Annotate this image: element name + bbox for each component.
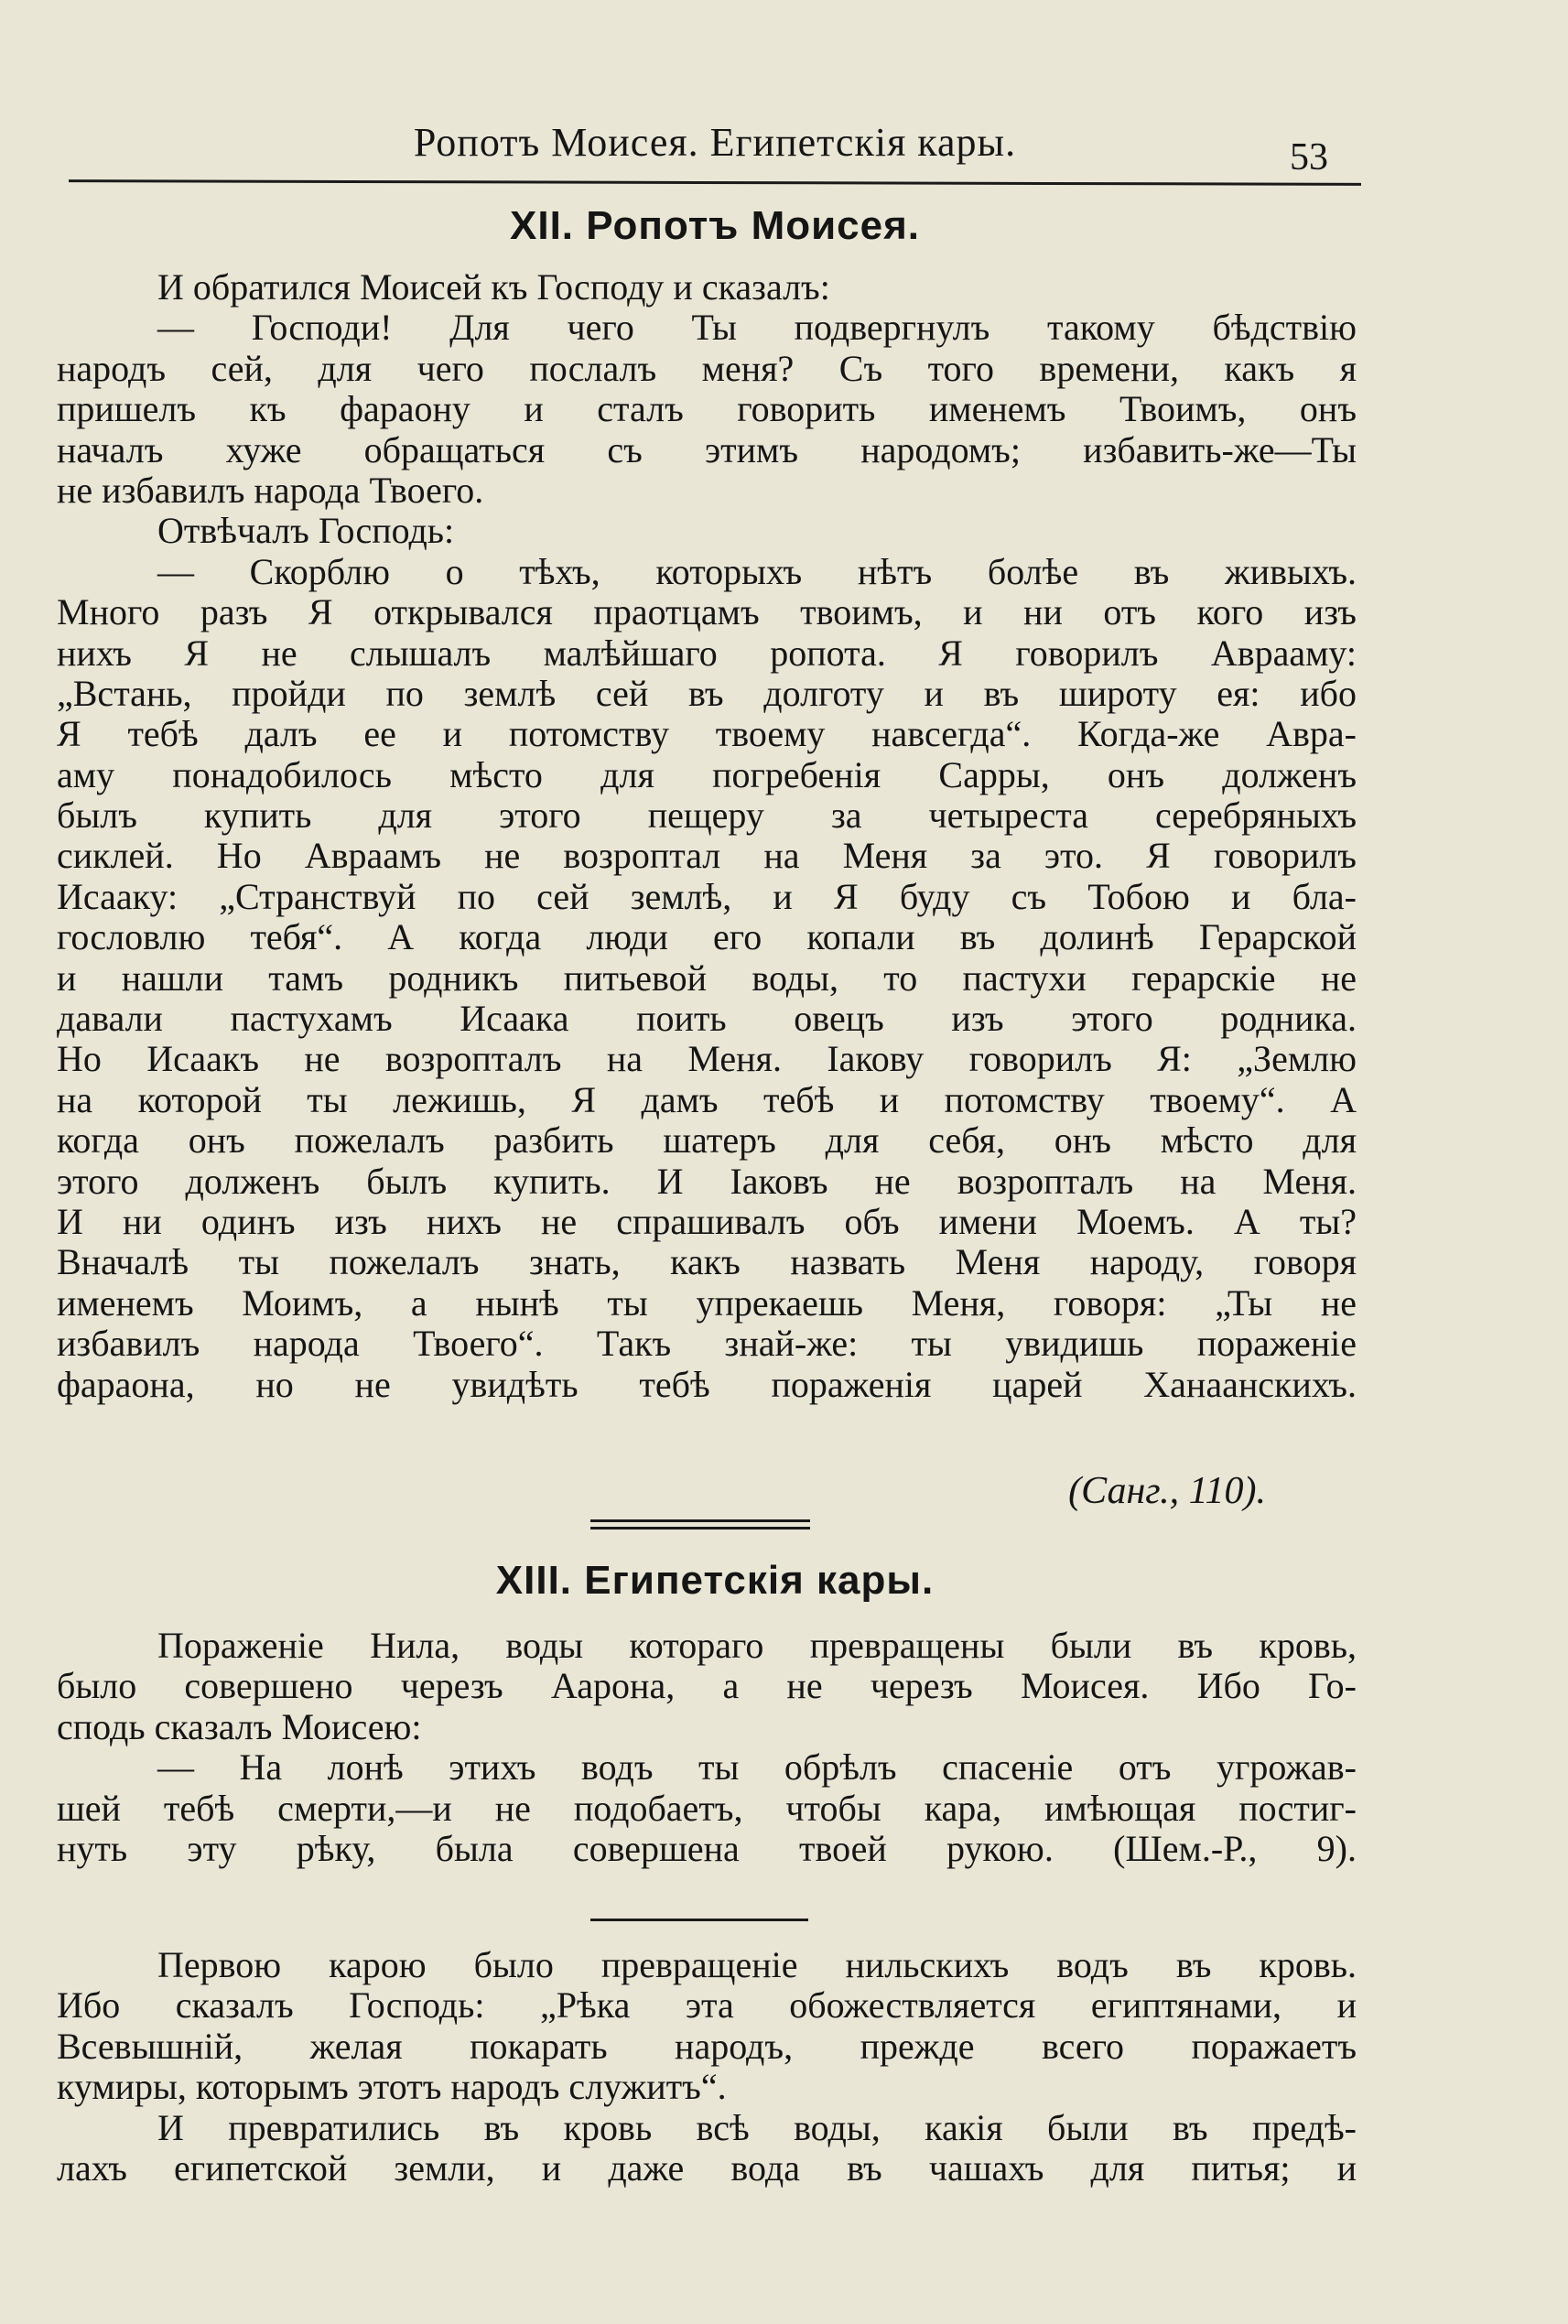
single-rule-divider: [590, 1919, 808, 1921]
text-line: Отвѣчалъ Господь:: [157, 510, 455, 552]
text-line: народъ сей, для чего послалъ меня? Съ того времени, какъ я: [57, 347, 1357, 389]
text-line: не избавилъ народа Твоего.: [57, 469, 484, 511]
text-line: Я тебѣ далъ ее и потомству твоему навсегда“. Когда-же Авра-: [57, 713, 1357, 755]
text-line: Много разъ Я открывался праотцамъ твоимъ, и ни отъ кого изъ: [57, 591, 1357, 633]
text-line: И превратились въ кровь всѣ воды, какія были въ предѣ-: [157, 2106, 1357, 2148]
text-line: Пораженіе Нила, воды котораго превращены были въ кровь,: [157, 1625, 1357, 1666]
text-line: Первою карою было превращеніе нильскихъ водъ въ кровь.: [157, 1944, 1357, 1985]
text-line: давали пастухамъ Исаака поить овецъ изъ этого родника.: [57, 998, 1357, 1040]
text-line: былъ купить для этого пещеру за четыреста серебряныхъ: [57, 794, 1357, 837]
text-line: — Скорблю о тѣхъ, которыхъ нѣтъ болѣе въ живыхъ.: [157, 550, 1357, 592]
text-line: Но Исаакъ не возропталъ на Меня. Іакову говорилъ Я: „Землю: [57, 1038, 1357, 1080]
text-line: И обратился Моисей къ Господу и сказалъ:: [157, 266, 830, 308]
citation: (Санг., 110).: [1068, 1470, 1266, 1512]
page-number: 53: [1290, 136, 1328, 178]
text-line: когда онъ пожелалъ разбить шатеръ для себя, онъ мѣсто для: [57, 1119, 1357, 1162]
text-line: и нашли тамъ родникъ питьевой воды, то пастухи герарскіе не: [57, 957, 1357, 999]
text-line: избавилъ народа Твоего“. Такъ знай-же: ты увидишь пораженіе: [57, 1323, 1357, 1365]
text-line: — На лонѣ этихъ водъ ты обрѣлъ спасеніе отъ угрожав-: [157, 1746, 1357, 1789]
text-line: сподь сказалъ Моисею:: [57, 1705, 422, 1747]
text-line: кумиры, которымъ этотъ народъ служитъ“.: [57, 2066, 727, 2108]
text-line: именемъ Моимъ, а нынѣ ты упрекаешь Меня, говоря: „Ты не: [57, 1281, 1357, 1324]
double-rule-divider: [590, 1519, 810, 1534]
text-line: Ибо сказалъ Господь: „Рѣка эта обожествляется египтянами, и: [57, 1984, 1357, 2027]
text-line: „Встань, пройди по землѣ сей въ долготу и въ широту ея: ибо: [57, 672, 1357, 714]
text-line: гословлю тебя“. А когда люди его копали въ долинѣ Герарской: [57, 916, 1357, 958]
running-head: Ропотъ Моисея. Египетскія кары.: [413, 120, 1017, 165]
text-line: было совершено черезъ Аарона, а не черезъ Моисея. Ибо Го-: [57, 1665, 1357, 1707]
text-line: началъ хуже обращаться съ этимъ народомъ; избавить-же—Ты: [57, 428, 1357, 470]
text-line: этого долженъ былъ купить. И Іаковъ не возропталъ на Меня.: [57, 1160, 1357, 1202]
section-title-12: XII. Ропотъ Моисея.: [510, 203, 920, 248]
text-line: — Господи! Для чего Ты подвергнулъ такому бѣдствію: [157, 307, 1357, 349]
section-13-para-1: [57, 1626, 1357, 1869]
section-13-para-2: [57, 1945, 1357, 2189]
text-line: аму понадобилось мѣсто для погребенія Сарры, онъ долженъ: [57, 753, 1357, 795]
text-line: лахъ египетской земли, и даже вода въ чашахъ для питья; и: [57, 2146, 1357, 2189]
text-line: пришелъ къ фараону и сталъ говорить именемъ Твоимъ, онъ: [57, 388, 1357, 430]
header-rule: [69, 179, 1361, 186]
text-line: сиклей. Но Авраамъ не возроптал на Меня за это. Я говорилъ: [57, 835, 1357, 877]
text-line: фараона, но не увидѣть тебѣ пораженія царей Ханаанскихъ.: [57, 1363, 1357, 1405]
section-title-13: XIII. Египетскія кары.: [495, 1558, 935, 1603]
text-line: Вначалѣ ты пожелалъ знать, какъ назвать Меня народу, говоря: [57, 1241, 1357, 1283]
text-line: Исааку: „Странствуй по сей землѣ, и Я буду съ Тобою и бла-: [57, 875, 1357, 917]
text-line: на которой ты лежишь, Я дамъ тебѣ и потомству твоему“. А: [57, 1078, 1357, 1120]
text-line: Всевышній, желая покарать народъ, прежде всего поражаетъ: [57, 2025, 1357, 2067]
section-12-body: [57, 267, 1357, 1405]
text-line: И ни одинъ изъ нихъ не спрашивалъ объ имени Моемъ. А ты?: [57, 1200, 1357, 1242]
text-line: шей тебѣ смерти,—и не подобаетъ, чтобы кара, имѣющая постиг-: [57, 1787, 1357, 1829]
text-line: нихъ Я не слышалъ малѣйшаго ропота. Я говорилъ Аврааму:: [57, 632, 1357, 674]
text-line: нуть эту рѣку, была совершена твоей рукою. (Шем.-Р., 9).: [57, 1827, 1357, 1869]
